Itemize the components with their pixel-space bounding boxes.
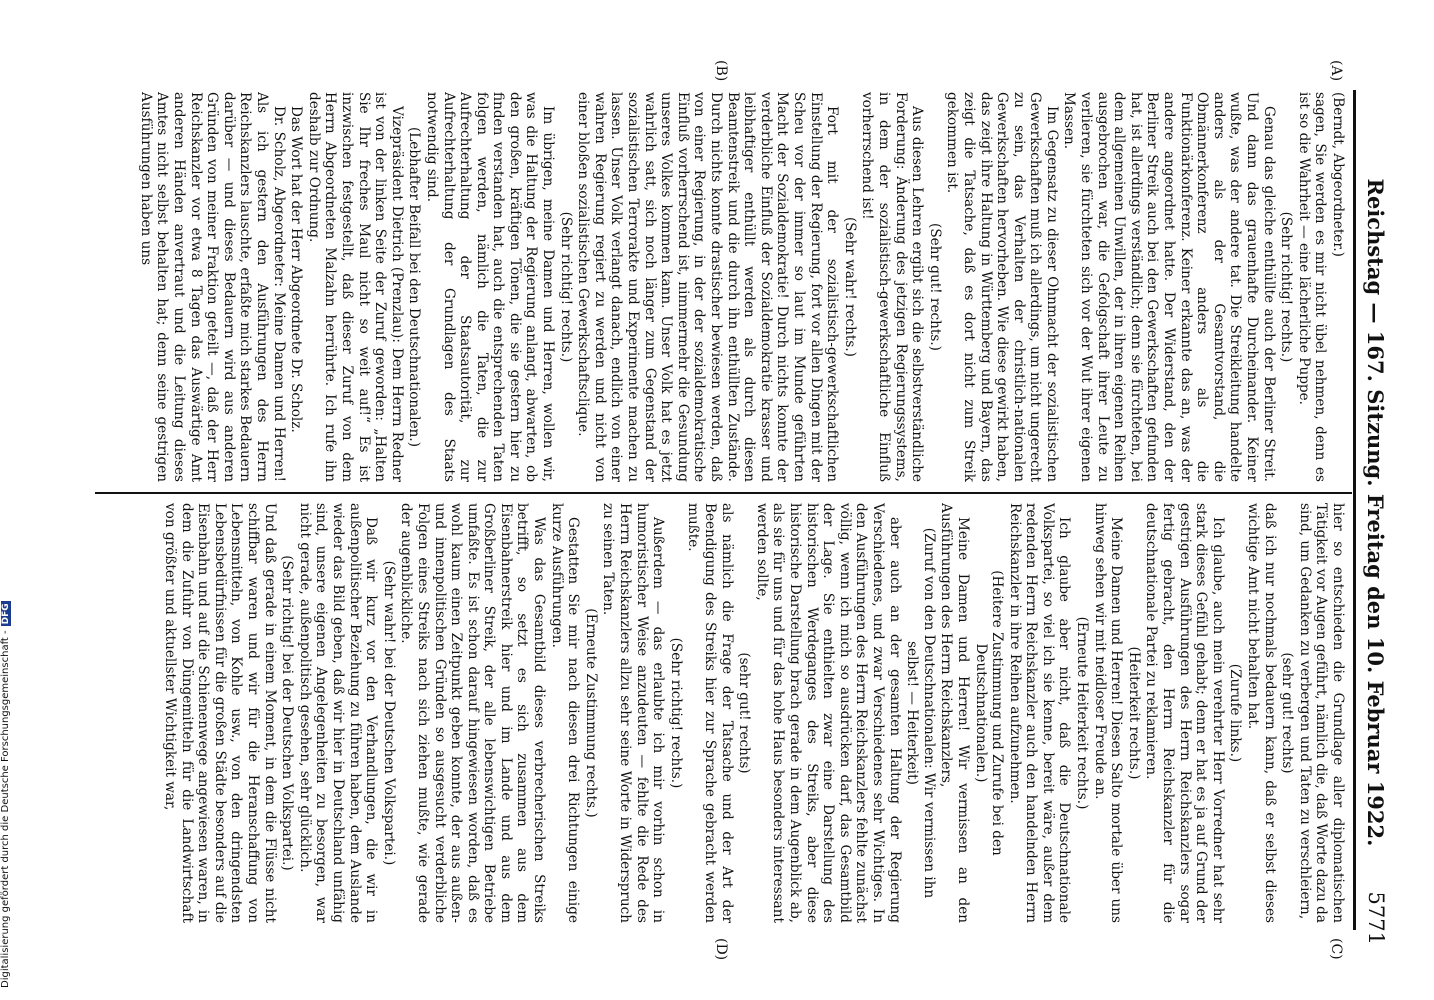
right-column-paragraph: Daß wir kurz vor den Verhandlungen, die wir in außenpolitischer Beziehung zu führen haben, dem Auslande wieder das Bild geben, daß wir hier in Deutschland unfähig sind, unsere eigenen Angelegenheiten zu besorgen, war nicht gerade, außenpolitisch gesehen, sehr glücklich. [296,503,380,923]
right-column-paragraph: Meine Damen und Herren! Wir vermissen an den Ausführungen des Herrn Reichskanzlers, [938,503,971,923]
right-column-paragraph: Ich glaube aber nicht, daß die Deutschnationale Volkspartei, so viel ich sie kenne, bereit wäre, außer dem redenden Herrn Reichskanzler auch den handelnden Herrn Reichskanzler in ihre Reihen aufzunehmen. [1006,503,1073,923]
margin-letter-a: (A) [1328,60,1344,82]
right-column-paragraph: aber auch an der gesamten Haltung der Regierung Verschiedenes, und zwar Verschiedenes sehr Wichtiges. In den Ausführungen des Herrn Reichskanzlers fehlte zunächst völlig, wenn ich mich so ausdrücken darf, das Gesamtbild der Lage. Sie enthielten zwar eine Darstellung des historischen Werdeganges des Streiks, aber diese historische Darstellung brach gerade in dem Augenblick ab, als sie für uns und für das hohe Haus besonders interessant werden sollte, [753,503,903,923]
right-column-paragraph: daß ich nur nochmals bedauern kann, daß er selbst dieses wichtige Amt nicht behalten hat. [1245,503,1278,923]
right-column-paragraph: (Heitere Zustimmung und Zurufe bei den Deutschnationalen.) [972,570,1006,856]
left-column-paragraph: Aus diesen Lehren ergibt sich die selbstverständliche Forderung: Änderung des jetzigen Regierungssystems, in dem der sozialistisch-gewerkschaftliche Einfluß vorherrschend ist! [859,92,926,482]
right-column-paragraph: Und daß gerade in einem Moment, in dem die Flüsse nicht schiffbar waren und wir für die Heranschaffung von Lebensmitteln, von Kohle usw., von den dringendsten Lebensbedürfnissen für die großen Städte besonders auf die Eisenbahn und auf die Schienenwege angewiesen waren, in dem die Zufuhr von Düngemitteln für die Landwirtschaft von größter und aktuellster Wichtigkeit war, [162,503,278,923]
left-column [95,92,1346,482]
dfg-logo: DFG [1,603,11,625]
right-column-paragraph: (Erneute Zustimmung rechts.) [582,608,599,818]
left-column-paragraph: Im übrigen, meine Damen und Herren, wollen wir, was die Haltung der Regierung anlangt, abwarten, ob den großen, kräftigen Tönen, die sie gestern hier zu finden verstanden hat, auch die entsprechenden Taten folgen werden, nämlich die Taten, die zur Aufrechterhaltung der Staatsautorität, zur Aufrechterhaltung der Grundlagen des Staats notwendig sind. [423,92,557,482]
margin-letter-c: (C) [1328,938,1344,960]
right-column-paragraph: (Erneute Heiterkeit rechts.) [1074,616,1091,810]
left-column-paragraph: Dr. Scholz, Abgeordneter: Meine Damen und Herren! Als ich gestern den Ausführungen des Herrn Reichskanzlers lauschte, erfaßte mich starkes Bedauern darüber — und dieses Bedauern wird aus anderen Gründen von meiner Fraktion geteilt —, daß der Herr Reichskanzler vor etwa 8 Tagen das Auswärtige Amt anderen Händen anvertraut und die Leitung dieses Amtes nicht selbst behalten hat; denn seine gestrigen Ausführungen haben uns [137,92,287,482]
right-column-paragraph: Meine Damen und Herren! Diesen Salto mortale über uns hinweg sehen wir mit neidloser Freude an. [1091,503,1125,923]
header-rule [1353,90,1356,930]
right-column-paragraph: (Zuruf von den Deutschnationalen: Wir vermissen ihn selbst! — Heiterkeit) [904,527,937,899]
left-column-paragraph: Fort mit der sozialistisch-gewerkschaftlichen Einstellung der Regierung, fort vor allen Dingen mit der Scheu vor der immer so laut im Munde geführten Macht der Sozialdemokratie! Durch nichts konnte der verderbliche Einfluß der Sozialdemokratie krasser und leibhaftiger enthüllt werden als durch diesen Beamtenstreik und die durch ihn enthüllten Zustände. Durch nichts konnte drastischer bewiesen werden, daß von einer Regierung, in der der sozialdemokratische Einfluß vorherrschend ist, nimmermehr die Gesundung unseres Volkes kommen kann. Unser Volk hat es jetzt wahrlich satt, sich noch länger zum Gegenstand der sozialistischen Terrorakte und Experimente machen zu lassen. Unser Volk verlangt danach, endlich von einer wahren Regierung regiert zu werden und nicht von einer bloßen sozialistischen Gewerkschaftsclique. [575,92,841,482]
left-column-paragraph: Das Wort hat der Herr Abgeordnete Dr. Scholz. [288,106,305,433]
footer-line [0,0,11,988]
page-header [1362,90,1388,945]
left-column-paragraph: sagen, Sie werden es mir nicht übel nehmen, denn es ist so die Wahrheit — eine lächerliche Puppe. [1295,92,1329,482]
right-column-paragraph: als nämlich die Frage der Tatsache und der Art der Beendigung des Streiks hier zur Sprache gebracht werden mußte. [685,503,735,923]
right-column-paragraph: (Sehr richtig! rechts.) [667,637,684,789]
column-divider [95,492,1352,494]
page-number: 5771 [1364,891,1388,945]
header-title: Reichstag — 167. Sitzung. Freitag den 10. Februar 1922. [1363,178,1388,847]
left-column-paragraph: (Berndt, Abgeordneter.) [1330,92,1346,257]
right-column-paragraph: hier so entschieden die Grundlage aller diplomatischen Tätigkeit vor Augen geführt, nämlich die, daß Worte dazu da sind, um Gedanken zu verbergen und Taten zu verschleiern, [1296,503,1346,923]
right-column-paragraph: (Sehr richtig! bei der Deutschen Volkspartei.) [279,555,296,871]
left-column-paragraph: (Sehr wahr! rechts.) [841,217,858,357]
right-column-paragraph: Ich glaube, auch mein verehrter Herr Vorredner hat sehr stark dieses Gefühl gehabt; denn er hat es ja auf Grund der gestrigen Ausführungen des Herrn Reichskanzlers sogar fertig gebracht, den Herrn Reichskanzler für die deutschnationale Partei zu reklamieren. [1143,503,1226,923]
right-column-paragraph: (Sehr wahr! bei der Deutschen Volkspartei.) [380,560,397,866]
left-column-paragraph: (Lebhafter Beifall bei den Deutschnationalen.) [406,126,423,448]
right-column-paragraph: Gestatten Sie mir nach diesen drei Richtungen einige kurze Ausführungen. [548,503,582,923]
right-column-paragraph: Was das Gesamtbild dieses verbrecherischen Streiks betrifft, so setzt es sich zusammen aus dem Eisenbahnerstreik hier und im Lande und aus dem Großberliner Streik, der alle lebenswichtigen Betriebe umfaßte. Es ist schon darauf hingewiesen worden, daß es wohl kaum einen Zeitpunkt geben konnte, der aus außen- und innenpolitischen Gründen so ausgesucht verderbliche Folgen eines Streiks nach sich ziehen mußte, wie gerade der augenblickliche. [398,503,548,923]
right-column [95,503,1346,923]
right-column-paragraph: (Heiterkeit rechts.) [1125,646,1142,780]
left-column-paragraph: Genau das gleiche enthüllte auch der Berliner Streit. Und dann das grauenhafte Durcheinander. Keiner wußte, was der andere tat. Die Streikleitung handelte anders als der Gesamtvorstand, die Obmännerkonferenz anders als die Funktionärkonferenz. Keiner erkannte das an, was der andere angeordnet hatte. Der Widerstand, den der Berliner Streik auch bei den Gewerkschaften gefunden hat, ist allerdings verständlich; denn sie fürchteten, bei dem allgemeinen Unwillen, der in ihren eigenen Reihen ausgebrochen war, die Gefolgschaft ihrer Leute zu verlieren, sie fürchteten sich vor der Wut ihrer eigenen Massen. [1061,92,1277,482]
footer-text: Digitalisierung gefördert durch die Deutsche Forschungsgemeinschaft - [0,630,11,988]
left-column-paragraph: (Sehr richtig! rechts.) [1278,211,1295,363]
margin-letter-b: (B) [713,60,729,82]
margin-letter-d: (D) [713,938,729,961]
left-column-paragraph: (Sehr richtig! rechts.) [557,211,574,363]
right-column-paragraph: (Zurufe links.) [1227,663,1244,763]
left-column-paragraph: (Sehr gut! rechts.) [926,223,943,351]
right-column-paragraph: (sehr gut! rechts) [736,652,753,774]
right-column-paragraph: Außerdem — das erlaubte ich mir vorhin schon in humoristischer Weise anzudeuten — fehlte die Rede des Herrn Reichskanzlers allzu sehr seine Worte in Widerspruch zu seinen Taten. [600,503,667,923]
left-column-paragraph: Im Gegensatz zu dieser Ohnmacht der sozialistischen Gewerkschaften muß ich allerdings, um nicht ungerecht zu sein, das Verhalten der christlich-nationalen Gewerkschaften hervorheben. Wie diese gewirkt haben, das zeigt ihre Haltung in Württemberg und Bayern, das zeigt die Tatsache, daß es dort nicht zum Streik gekommen ist. [944,92,1060,482]
right-column-paragraph: (sehr gut! rechts) [1279,652,1296,774]
left-column-paragraph: Vizepräsident Dietrich (Prenzlau): Dem Herrn Redner ist von der linken Seite der Zuruf geworden: „Halten Sie Ihr freches Maul nicht so weit auf!“ Es ist inzwischen festgestellt, daß dieser Zuruf von dem Herrn Abgeordneten Malzahn herrührte. Ich rufe ihn deshalb zur Ordnung. [305,92,405,482]
